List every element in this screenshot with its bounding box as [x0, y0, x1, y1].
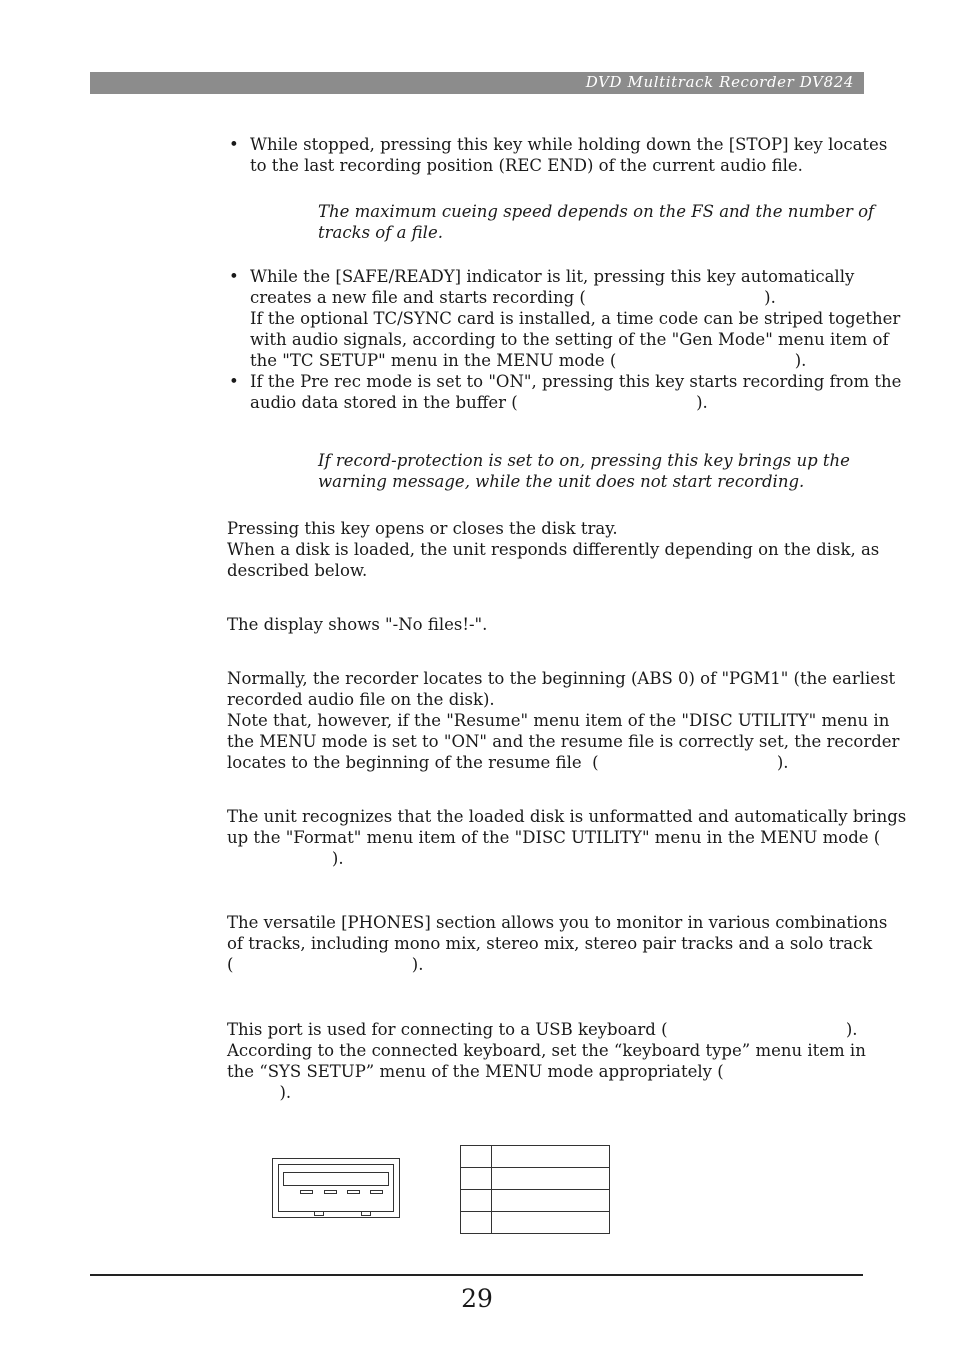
table-cell — [492, 1168, 610, 1190]
page-number: 29 — [461, 1284, 493, 1313]
usb-pin — [324, 1190, 337, 1194]
header-bar — [90, 72, 864, 94]
record-item-line: creates a new file and starts recording ( ). — [250, 288, 776, 307]
usb-text-line: ). — [227, 1083, 292, 1102]
eject-text-line: locates to the beginning of the resume file ( ). — [227, 753, 789, 772]
usb-pin — [370, 1190, 383, 1194]
usb-slot — [283, 1172, 389, 1186]
footer-rule — [90, 1274, 863, 1276]
bullet: • — [229, 135, 239, 154]
usb-text-line: the “SYS SETUP” menu of the MENU mode appropriately ( — [227, 1062, 724, 1081]
eject-text-line: Pressing this key opens or closes the disk tray. — [227, 519, 618, 538]
table-cell — [461, 1146, 492, 1168]
play-note-line: The maximum cueing speed depends on the FS and the number of — [318, 201, 875, 221]
usb-connector-inner — [278, 1164, 394, 1212]
table-cell — [461, 1168, 492, 1190]
usb-text-line: This port is used for connecting to a USB keyboard ( ). — [227, 1020, 858, 1039]
usb-pin-table — [460, 1145, 610, 1234]
table-row — [461, 1168, 610, 1190]
eject-text-line: Note that, however, if the "Resume" menu item of the "DISC UTILITY" menu in — [227, 711, 890, 730]
play-item-line: While stopped, pressing this key while holding down the [STOP] key locates — [250, 135, 888, 154]
table-cell — [461, 1190, 492, 1212]
usb-pin — [300, 1190, 313, 1194]
usb-connector-diagram — [272, 1158, 400, 1218]
eject-text-line: The unit recognizes that the loaded disk is unformatted and automatically brings — [227, 807, 907, 826]
eject-text-line: The display shows "-No files!-". — [227, 615, 488, 634]
phones-text-line: The versatile [PHONES] section allows you to monitor in various combinations — [227, 913, 888, 932]
record-note-line: If record-protection is set to on, pressing this key brings up the — [318, 450, 850, 470]
table-row — [461, 1190, 610, 1212]
eject-text-line: Normally, the recorder locates to the beginning (ABS 0) of "PGM1" (the earliest — [227, 669, 896, 688]
bullet: • — [229, 267, 239, 286]
record-item-line: audio data stored in the buffer ( ). — [250, 393, 708, 412]
header-title: DVD Multitrack Recorder DV824 — [585, 73, 854, 91]
table-row — [461, 1212, 610, 1234]
eject-text-line: When a disk is loaded, the unit responds differently depending on the disk, as — [227, 540, 880, 559]
bullet: • — [229, 372, 239, 391]
usb-text-line: According to the connected keyboard, set the “keyboard type” menu item in — [227, 1041, 866, 1060]
table-cell — [492, 1190, 610, 1212]
table-cell — [492, 1146, 610, 1168]
phones-text-line: of tracks, including mono mix, stereo mix, stereo pair tracks and a solo track — [227, 934, 873, 953]
usb-foot — [361, 1211, 371, 1216]
record-item-line: with audio signals, according to the setting of the "Gen Mode" menu item of — [250, 330, 889, 349]
play-note-line: tracks of a file. — [318, 222, 443, 242]
record-item-line: If the Pre rec mode is set to "ON", pressing this key starts recording from the — [250, 372, 902, 391]
table-cell — [492, 1212, 610, 1234]
usb-foot — [314, 1211, 324, 1216]
eject-text-line: recorded audio file on the disk). — [227, 690, 495, 709]
phones-text-line: ( ). — [227, 955, 424, 974]
usb-pin — [347, 1190, 360, 1194]
table-cell — [461, 1212, 492, 1234]
eject-text-line: ). — [227, 849, 344, 868]
record-note-line: warning message, while the unit does not start recording. — [318, 471, 805, 491]
record-item-line: If the optional TC/SYNC card is installed, a time code can be striped together — [250, 309, 901, 328]
play-item-line: to the last recording position (REC END) of the current audio file. — [250, 156, 803, 175]
eject-text-line: the MENU mode is set to "ON" and the resume file is correctly set, the recorder — [227, 732, 900, 751]
eject-text-line: up the "Format" menu item of the "DISC UTILITY" menu in the MENU mode ( — [227, 828, 881, 847]
record-item-line: While the [SAFE/READY] indicator is lit, pressing this key automatically — [250, 267, 855, 286]
table-row — [461, 1146, 610, 1168]
eject-text-line: described below. — [227, 561, 368, 580]
record-item-line: the "TC SETUP" menu in the MENU mode ( ). — [250, 351, 807, 370]
